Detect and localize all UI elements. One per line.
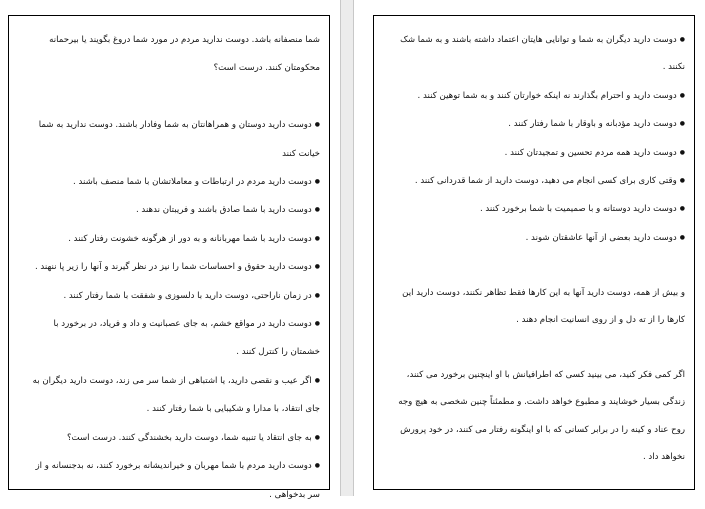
bullet-line: ● دوست دارید حقوق و احساسات شما را نیز در نظر گیرند و آنها را زیر پا ننهند .: [18, 253, 320, 281]
text-line: کارها را از ته دل و از روی انسانیت انجام دهند .: [516, 315, 685, 326]
blank-line: [18, 83, 320, 111]
bullet-line: ● دوست دارید دوستان و همراهانتان به شما وفادار باشند. دوست ندارید به شما: [18, 111, 320, 139]
text-line: زندگی بسیار خوشایند و مطبوع خواهد داشت. و مطمئناً چنین شخصی به هیچ وجه: [398, 397, 685, 408]
document-page-left: [8, 15, 330, 500]
text-line: سر بدخواهی .: [269, 489, 320, 500]
text-line: و بیش از همه، دوست دارید آنها به این کارها فقط تظاهر نکنند، دوست دارید این: [402, 287, 685, 298]
text-line: شما منصفانه باشد. دوست ندارید مردم در مورد شما دروغ بگویند یا بیرحمانه: [49, 35, 320, 45]
bullet-line: ● دوست دارید بعضی از آنها عاشقتان شوند .: [383, 224, 685, 252]
text-line: محکومتان کنند. درست است؟: [213, 63, 320, 74]
text-line: جای انتقاد، با مدارا و شکیبایی با شما رفتار کنند .: [146, 404, 320, 415]
document-page-right: [373, 15, 695, 490]
bullet-line: ● دوست دارید مؤدبانه و باوقار با شما رفتار کنند .: [383, 110, 685, 138]
text-line: نخواهد داد .: [642, 452, 685, 463]
text-line: خیانت کنند: [282, 148, 320, 159]
bullet-line: ● وقتی کاری برای کسی انجام می دهید، دوست دارید از شما قدردانی کنند .: [383, 167, 685, 195]
bullet-line: ● دوست دارید دوستانه و با صمیمیت با شما برخورد کنند .: [383, 195, 685, 223]
text-line: نکنند .: [662, 62, 685, 73]
blank-line: [383, 252, 685, 279]
bullet-line: ● دوست دارید در مواقع خشم، به جای عصبانیت و داد و فریاد، در برخورد با: [18, 310, 320, 338]
bullet-line: ● اگر عیب و نقصی دارید، یا اشتباهی از شما سر می زند، دوست دارید دیگران به: [18, 367, 320, 395]
page-gutter: [340, 0, 354, 496]
bullet-line: ● دوست دارید و احترام بگذارند نه اینکه خوارتان کنند و به شما توهین کنند .: [383, 82, 685, 110]
bullet-line: ● دوست دارید همه مردم تحسین و تمجیدتان کنند .: [383, 139, 685, 167]
bullet-line: ● دوست دارید دیگران به شما و توانایی هایتان اعتماد داشته باشند و به شما شک: [383, 26, 685, 54]
bullet-line: ● دوست دارید با شما مهربانانه و به دور از هرگونه خشونت رفتار کنند .: [18, 225, 320, 253]
bullet-line: ● دوست دارید مردم در ارتباطات و معاملاتشان با شما منصف باشند .: [18, 168, 320, 196]
text-line: خشمتان را کنترل کنند .: [236, 347, 320, 358]
bullet-line: ● دوست دارید با شما صادق باشند و فریبتان ندهند .: [18, 196, 320, 224]
text-line: اگر کمی فکر کنید، می بینید کسی که اطرافیانش با او اینچنین برخورد می کنند،: [406, 369, 685, 380]
bullet-line: ● دوست دارید مردم با شما مهربان و خیراندیشانه برخورد کنند، نه بدجنسانه و از: [18, 452, 320, 480]
text-line: روح عناد و کینه را در برابر کسانی که با او اینگونه رفتار می کنند، در خود پرورش: [400, 424, 685, 435]
bullet-line: ● به جای انتقاد یا تنبیه شما، دوست دارید بخشندگی کنند. درست است؟: [18, 424, 320, 452]
bullet-line: ● در زمان ناراحتی، دوست دارید با دلسوزی و شفقت با شما رفتار کنند .: [18, 282, 320, 310]
blank-line: [383, 334, 685, 361]
